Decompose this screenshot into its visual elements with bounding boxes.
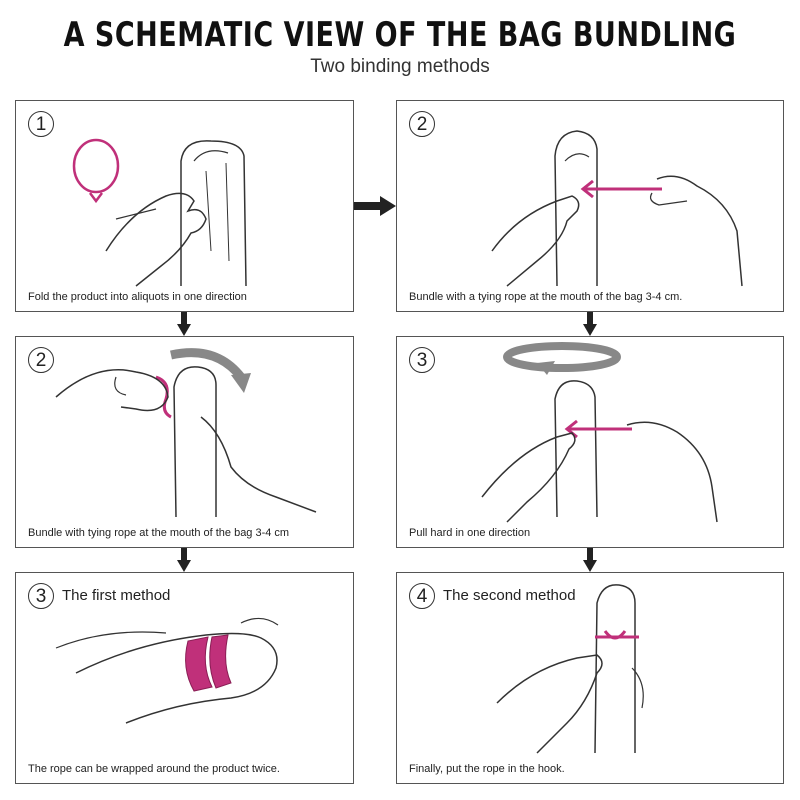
step-number: 1: [28, 111, 54, 137]
hand-outline: [497, 655, 602, 753]
step-number: 2: [28, 347, 54, 373]
method-label: The first method: [62, 587, 171, 604]
bundle-outline: [76, 634, 277, 723]
step-number: 4: [409, 583, 435, 609]
step-panel-4: [396, 336, 784, 548]
wrap-twice-illustration: [16, 573, 355, 785]
tie-rope-illustration: [397, 101, 785, 313]
left-hand: [482, 433, 575, 522]
step-caption: Fold the product into aliquots in one direction: [28, 291, 247, 303]
left-hand: [56, 370, 168, 411]
arrow-down-icon: [583, 312, 597, 336]
bag-outline: [555, 381, 597, 517]
page-title: A SCHEMATIC VIEW OF THE BAG BUNDLING: [63, 16, 737, 55]
step-caption: Finally, put the rope in the hook.: [409, 763, 565, 775]
rope-wrap-1: [186, 637, 212, 691]
step-panel-3: [15, 336, 354, 548]
right-hand: [657, 176, 742, 286]
rotation-arrow-icon: [507, 346, 617, 368]
step-panel-5: [15, 572, 354, 784]
right-hand: [627, 422, 717, 522]
hand-outline: [106, 193, 206, 286]
step-number: 3: [409, 347, 435, 373]
rope-loop: [74, 140, 118, 192]
arrow-right-icon: [354, 196, 396, 216]
method-label: The second method: [443, 587, 576, 604]
arrow-down-icon: [177, 312, 191, 336]
arrow-down-icon: [583, 548, 597, 572]
step-caption: The rope can be wrapped around the product twice.: [28, 763, 280, 775]
bag-outline: [174, 367, 216, 517]
step-panel-6: [396, 572, 784, 784]
step-caption: Bundle with a tying rope at the mouth of the bag 3-4 cm.: [409, 291, 683, 303]
step-panel-1: [15, 100, 354, 312]
rope-arrow: [90, 193, 102, 201]
step-caption: Bundle with tying rope at the mouth of the bag 3-4 cm: [28, 527, 290, 539]
hook-rope-illustration: [397, 573, 785, 785]
right-hand: [201, 417, 316, 512]
twist-bag-illustration: [16, 337, 355, 549]
arrow-down-icon: [177, 548, 191, 572]
step-caption: Pull hard in one direction: [409, 527, 531, 539]
step-panel-2: [396, 100, 784, 312]
left-hand: [492, 196, 579, 286]
bag-outline: [181, 141, 246, 286]
fold-bag-illustration: [16, 101, 355, 313]
page-subtitle: Two binding methods: [310, 56, 490, 77]
rope-wrap-2: [210, 635, 231, 688]
rotation-arrow-icon: [171, 353, 241, 377]
step-number: 2: [409, 111, 435, 137]
pull-rope-illustration: [397, 337, 785, 549]
step-number: 3: [28, 583, 54, 609]
